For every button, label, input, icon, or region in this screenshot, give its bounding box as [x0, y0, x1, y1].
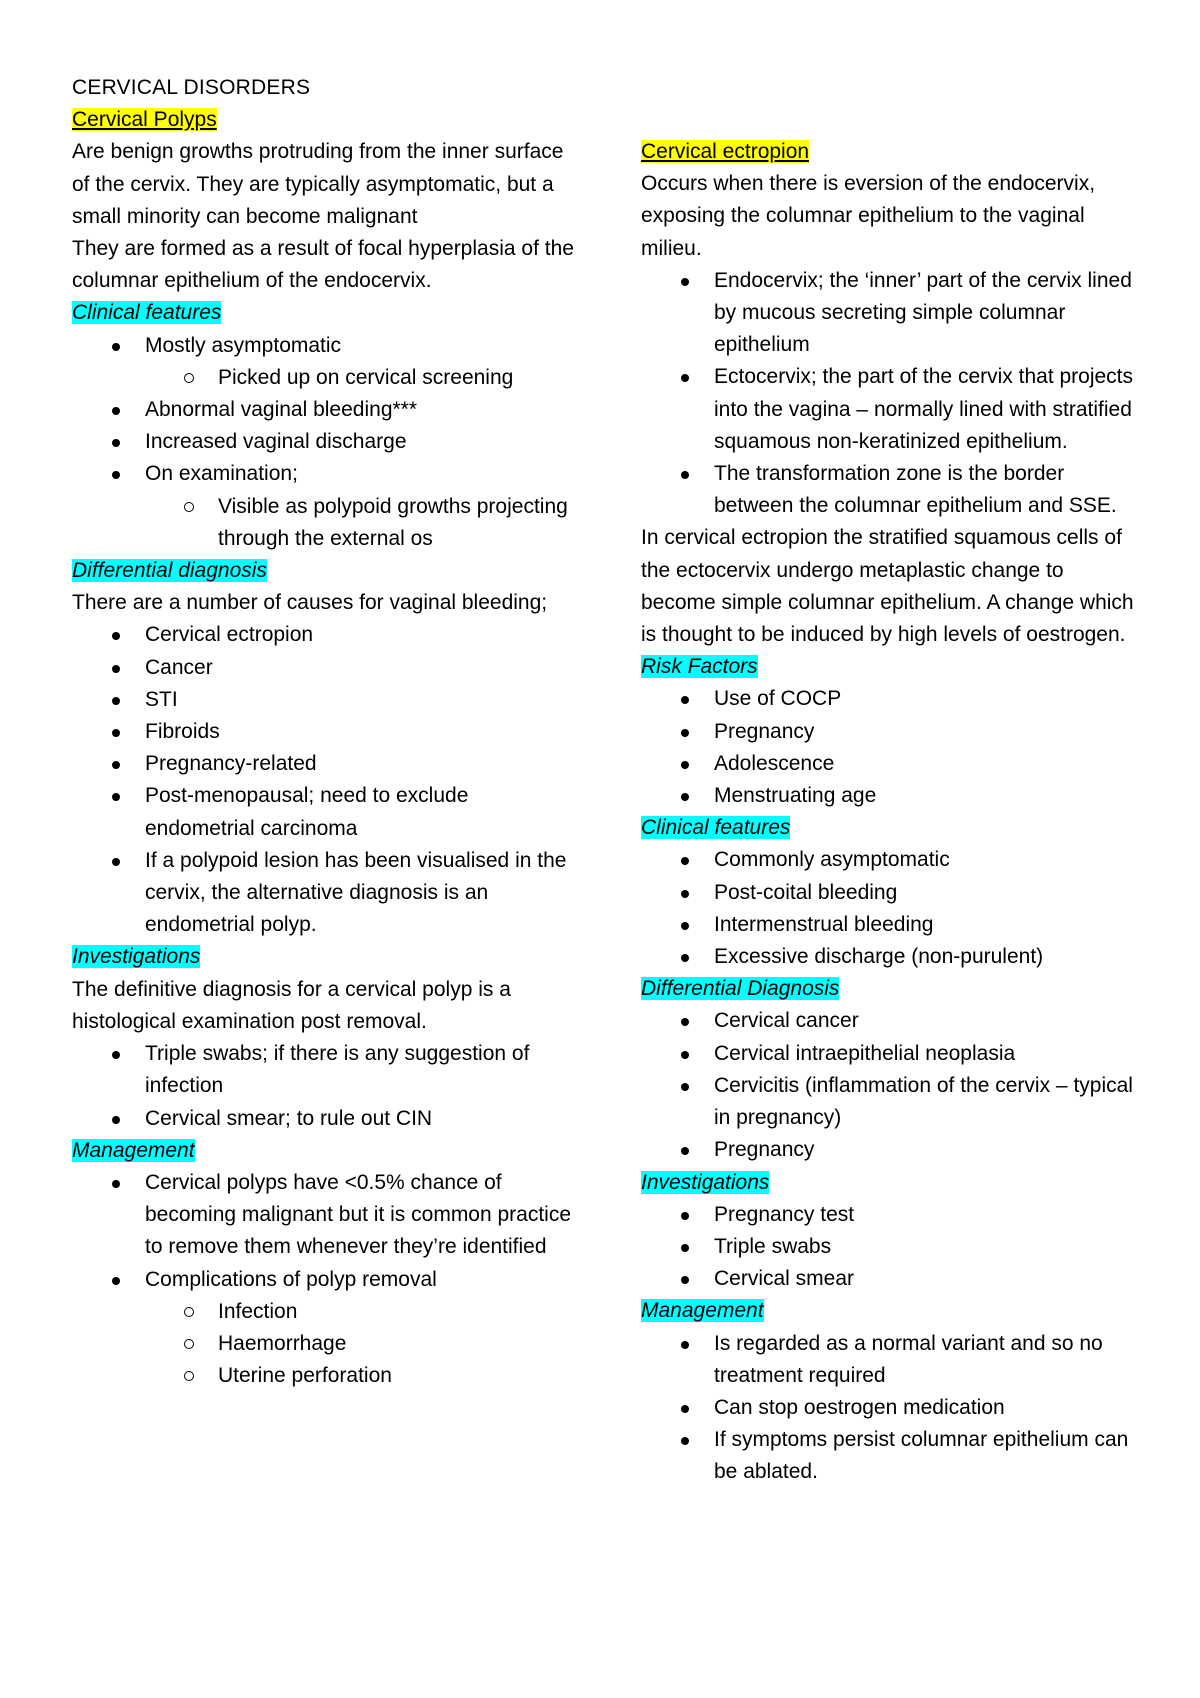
subheading-text: Investigations — [641, 1170, 770, 1194]
bullet-icon — [681, 1276, 689, 1284]
bullet-icon — [112, 793, 120, 801]
list-item — [641, 1231, 1141, 1263]
bullet-list — [72, 619, 582, 941]
bullet-icon — [112, 1116, 120, 1124]
bullet-list — [641, 1328, 1141, 1489]
list-item — [72, 1328, 582, 1360]
list-item — [641, 1134, 1141, 1166]
bullet-icon — [681, 1437, 689, 1445]
list-item-text: Endocervix; the ‘inner’ part of the cervix lined by mucous secreting simple columnar epithelium — [714, 268, 1132, 357]
right-column — [641, 136, 1141, 1489]
bullet-icon — [681, 1405, 689, 1413]
list-item-text: Cervicitis (inflammation of the cervix – typical in pregnancy) — [714, 1073, 1133, 1130]
bullet-icon — [681, 1051, 689, 1059]
bullet-icon — [681, 1244, 689, 1252]
list-item-text: Pregnancy — [714, 719, 815, 743]
list-item — [72, 780, 582, 844]
bullet-list — [72, 1167, 582, 1392]
subheading-clinical-features — [72, 297, 582, 329]
bullet-icon — [112, 697, 120, 705]
subheading-text: Risk Factors — [641, 655, 758, 679]
list-item-text: Cervical polyps have <0.5% chance of becoming malignant but it is common practice to remove them whenever they’re identified — [145, 1170, 572, 1259]
list-item-text: STI — [145, 687, 178, 711]
section-title-text: Cervical ectropion — [641, 140, 810, 163]
list-item-text: Excessive discharge (non-purulent) — [714, 945, 1044, 969]
list-item-text: Uterine perforation — [218, 1364, 392, 1388]
list-item — [72, 1360, 582, 1392]
hollow-bullet-icon — [184, 502, 194, 512]
list-item — [72, 1167, 582, 1264]
list-item-text: Menstruating age — [714, 784, 877, 808]
intro-paragraph: Occurs when there is eversion of the endocervix, exposing the columnar epithelium to the vaginal milieu. — [641, 172, 1096, 260]
left-column — [72, 72, 582, 1392]
list-item — [641, 1005, 1141, 1037]
bullet-list — [641, 265, 1141, 523]
bullet-icon — [681, 890, 689, 898]
list-item-text: Triple swabs — [714, 1234, 832, 1258]
list-item-text: Ectocervix; the part of the cervix that projects into the vagina – normally lined with stratified squamous non-keratinized epithelium. — [714, 365, 1134, 453]
bullet-icon — [112, 761, 120, 769]
subheading-risk-factors — [641, 651, 1141, 683]
intro-paragraph: Are benign growths protruding from the inner surface of the cervix. They are typically asymptomatic, but a small minority can become malignant — [72, 140, 564, 228]
list-item-text: Post-coital bleeding — [714, 880, 898, 904]
list-item-text: Picked up on cervical screening — [218, 365, 514, 389]
list-item — [72, 1296, 582, 1328]
hollow-bullet-icon — [184, 373, 194, 383]
subheading-text: Management — [72, 1138, 195, 1162]
list-item — [641, 1424, 1141, 1488]
subheading-investigations — [641, 1167, 1141, 1199]
list-item-text: Can stop oestrogen medication — [714, 1395, 1005, 1419]
bullet-icon — [681, 1083, 689, 1091]
bullet-list — [641, 683, 1141, 812]
list-item-text: Use of COCP — [714, 687, 842, 711]
bullet-icon — [112, 729, 120, 737]
bullet-icon — [681, 793, 689, 801]
list-item — [72, 1038, 582, 1102]
section-title-cervical-ectropion — [641, 136, 1141, 168]
subheading-differential-diagnosis — [641, 973, 1141, 1005]
list-item-text: Cervical smear; to rule out CIN — [145, 1106, 433, 1130]
subheading-investigations — [72, 941, 582, 973]
list-item — [72, 1103, 582, 1135]
bullet-icon — [681, 471, 689, 479]
list-item — [72, 1264, 582, 1296]
list-item — [641, 909, 1141, 941]
list-item — [641, 716, 1141, 748]
list-item-text: Increased vaginal discharge — [145, 430, 407, 454]
bullet-icon — [112, 858, 120, 866]
subheading-text: Clinical features — [641, 816, 791, 840]
bullet-icon — [681, 696, 689, 704]
list-item-text: Pregnancy-related — [145, 752, 317, 776]
bullet-icon — [681, 954, 689, 962]
bullet-icon — [112, 439, 120, 447]
paragraph: In cervical ectropion the stratified squamous cells of the ectocervix undergo metaplastic change to become simple columnar epithelium. A change which is thought to be induced by high levels of oestrogen. — [641, 526, 1134, 647]
list-item — [72, 748, 582, 780]
bullet-icon — [681, 374, 689, 382]
list-item-text: If symptoms persist columnar epithelium can be ablated. — [714, 1428, 1129, 1484]
list-item — [641, 1392, 1141, 1424]
list-item-text: Cervical cancer — [714, 1009, 859, 1033]
list-item-text: Pregnancy test — [714, 1202, 855, 1226]
list-item-text: Abnormal vaginal bleeding*** — [145, 398, 418, 422]
subheading-text: Differential diagnosis — [72, 559, 267, 583]
subheading-clinical-features — [641, 812, 1141, 844]
list-item — [641, 458, 1141, 522]
subheading-text: Differential Diagnosis — [641, 977, 840, 1001]
bullet-icon — [681, 922, 689, 930]
document-title: CERVICAL DISORDERS — [72, 76, 311, 99]
list-item-text: Fibroids — [145, 720, 220, 744]
list-item — [72, 491, 582, 555]
subheading-text: Management — [641, 1299, 764, 1323]
bullet-list — [641, 1199, 1141, 1296]
list-item-text: Cervical intraepithelial neoplasia — [714, 1041, 1016, 1065]
bullet-icon — [112, 407, 120, 415]
list-item — [641, 265, 1141, 362]
list-item — [72, 845, 582, 942]
list-item-text: Post-menopausal; need to exclude endometrial carcinoma — [145, 784, 469, 840]
list-item-text: Intermenstrual bleeding — [714, 912, 934, 936]
bullet-icon — [681, 857, 689, 865]
list-item-text: If a polypoid lesion has been visualised in the cervix, the alternative diagnosis is an endometrial polyp. — [145, 848, 567, 937]
list-item — [641, 683, 1141, 715]
subheading-management — [641, 1295, 1141, 1327]
bullet-list — [641, 1005, 1141, 1166]
list-item-text: Adolescence — [714, 751, 835, 775]
list-item-text: Complications of polyp removal — [145, 1267, 437, 1291]
section-title-cervical-polyps — [72, 104, 582, 136]
list-item-text: Cervical smear — [714, 1267, 855, 1291]
bullet-icon — [681, 1341, 689, 1349]
list-item-text: Is regarded as a normal variant and so no treatment required — [714, 1331, 1103, 1387]
list-item — [641, 1199, 1141, 1231]
list-item — [72, 362, 582, 394]
list-item — [641, 748, 1141, 780]
subheading-text: Clinical features — [72, 301, 222, 325]
list-item-text: Haemorrhage — [218, 1331, 347, 1355]
bullet-icon — [112, 1277, 120, 1285]
list-item — [72, 652, 582, 684]
bullet-icon — [681, 1147, 689, 1155]
list-item — [72, 330, 582, 362]
list-item — [72, 684, 582, 716]
subheading-management — [72, 1135, 582, 1167]
hollow-bullet-icon — [184, 1371, 194, 1381]
list-item-text: Visible as polypoid growths projecting through the external os — [218, 494, 568, 550]
list-item — [72, 458, 582, 490]
bullet-icon — [112, 471, 120, 479]
bullet-list — [641, 844, 1141, 973]
list-item-text: Triple swabs; if there is any suggestion of infection — [145, 1042, 530, 1098]
subheading-text: Investigations — [72, 945, 201, 969]
hollow-bullet-icon — [184, 1307, 194, 1317]
list-item — [641, 877, 1141, 909]
list-item — [641, 361, 1141, 458]
list-item — [72, 426, 582, 458]
list-item-text: Mostly asymptomatic — [145, 333, 342, 357]
list-item-text: Infection — [218, 1299, 298, 1323]
paragraph: The definitive diagnosis for a cervical polyp is a histological examination post removal. — [72, 977, 511, 1033]
list-item — [641, 1038, 1141, 1070]
bullet-icon — [112, 343, 120, 351]
paragraph: There are a number of causes for vaginal bleeding; — [72, 591, 548, 615]
bullet-icon — [112, 665, 120, 673]
list-item — [641, 1328, 1141, 1392]
bullet-icon — [112, 1180, 120, 1188]
list-item-text: Cervical ectropion — [145, 623, 314, 647]
section-title-text: Cervical Polyps — [72, 108, 217, 132]
bullet-list — [72, 1038, 582, 1135]
bullet-icon — [681, 278, 689, 286]
bullet-icon — [681, 1212, 689, 1220]
list-item — [72, 394, 582, 426]
list-item — [641, 844, 1141, 876]
list-item — [641, 941, 1141, 973]
list-item — [72, 619, 582, 651]
bullet-icon — [681, 729, 689, 737]
bullet-icon — [112, 1051, 120, 1059]
list-item — [641, 1070, 1141, 1134]
list-item-text: Commonly asymptomatic — [714, 848, 950, 872]
bullet-icon — [681, 761, 689, 769]
bullet-list — [72, 330, 582, 555]
hollow-bullet-icon — [184, 1339, 194, 1349]
list-item — [72, 716, 582, 748]
list-item — [641, 780, 1141, 812]
list-item — [641, 1263, 1141, 1295]
subheading-differential-diagnosis — [72, 555, 582, 587]
list-item-text: Pregnancy — [714, 1138, 815, 1162]
list-item-text: Cancer — [145, 655, 213, 679]
bullet-icon — [681, 1018, 689, 1026]
intro-paragraph: They are formed as a result of focal hyperplasia of the columnar epithelium of the endocervix. — [72, 237, 574, 293]
bullet-icon — [112, 632, 120, 640]
list-item-text: On examination; — [145, 462, 298, 486]
list-item-text: The transformation zone is the border between the columnar epithelium and SSE. — [714, 462, 1117, 518]
